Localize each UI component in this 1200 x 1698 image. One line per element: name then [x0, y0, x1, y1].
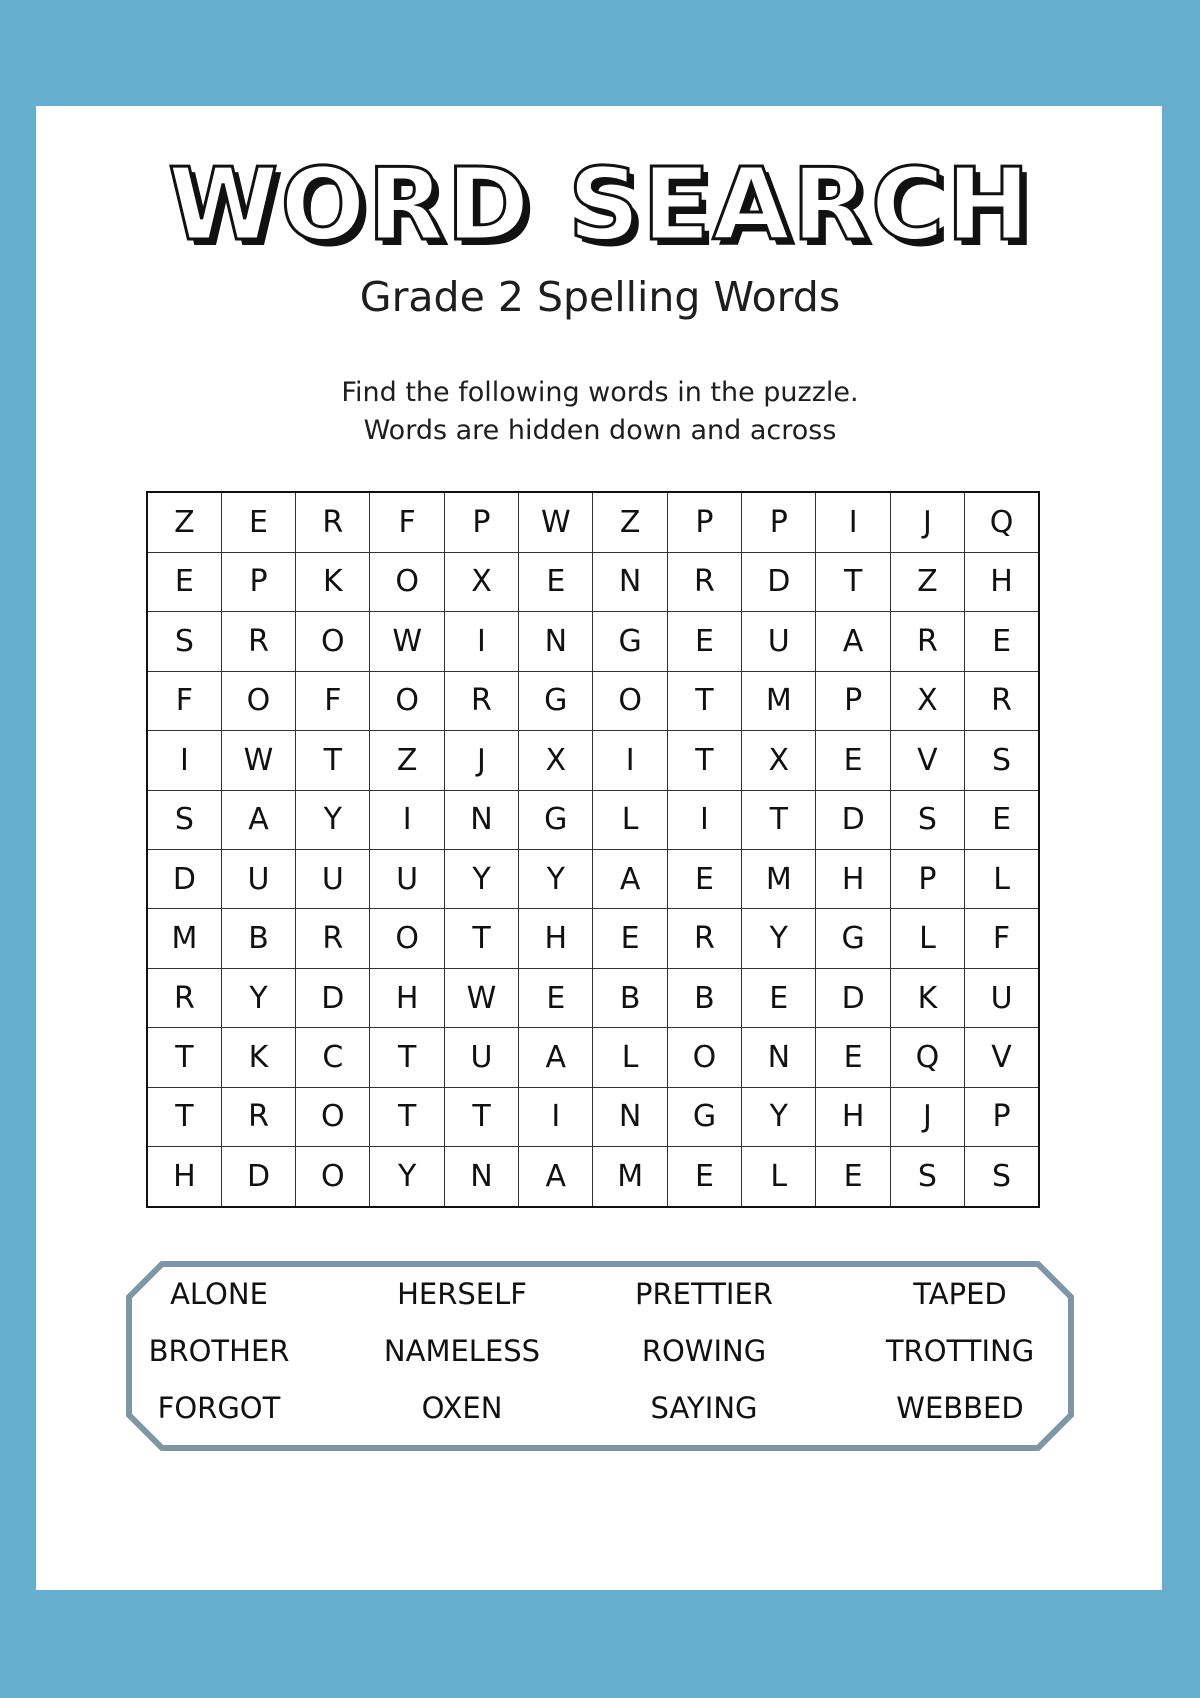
grid-cell[interactable]: K	[890, 968, 964, 1027]
grid-cell[interactable]: T	[147, 1087, 221, 1146]
grid-cell[interactable]: O	[296, 1087, 370, 1146]
grid-cell[interactable]: U	[296, 849, 370, 908]
grid-cell[interactable]: S	[890, 1147, 964, 1207]
grid-cell[interactable]: B	[221, 909, 295, 968]
grid-cell[interactable]: E	[816, 1028, 890, 1087]
grid-cell[interactable]: R	[890, 612, 964, 671]
grid-cell[interactable]: N	[519, 612, 593, 671]
grid-cell[interactable]: V	[890, 731, 964, 790]
grid-cell[interactable]: R	[965, 671, 1039, 730]
grid-cell[interactable]: S	[965, 1147, 1039, 1207]
grid-cell[interactable]: S	[965, 731, 1039, 790]
grid-cell[interactable]: Y	[444, 849, 518, 908]
grid-cell[interactable]: R	[147, 968, 221, 1027]
grid-cell[interactable]: Q	[890, 1028, 964, 1087]
grid-cell[interactable]: E	[965, 612, 1039, 671]
grid-cell[interactable]: A	[519, 1028, 593, 1087]
grid-cell[interactable]: B	[667, 968, 741, 1027]
grid-cell[interactable]: I	[370, 790, 444, 849]
grid-row	[147, 552, 1039, 611]
word-bank-item: TAPED	[913, 1277, 1007, 1311]
grid-cell[interactable]: F	[147, 671, 221, 730]
grid-cell[interactable]: X	[890, 671, 964, 730]
grid-cell[interactable]: W	[370, 612, 444, 671]
word-bank-item: PRETTIER	[635, 1277, 773, 1311]
grid-cell[interactable]: R	[296, 492, 370, 552]
grid-cell[interactable]: H	[147, 1147, 221, 1207]
grid-cell[interactable]: E	[667, 849, 741, 908]
grid-cell[interactable]: W	[221, 731, 295, 790]
grid-cell[interactable]: I	[593, 731, 667, 790]
grid-cell[interactable]: M	[147, 909, 221, 968]
word-bank-item: ALONE	[170, 1277, 268, 1311]
grid-cell[interactable]: E	[221, 492, 295, 552]
grid-cell[interactable]: F	[965, 909, 1039, 968]
grid-cell[interactable]: I	[519, 1087, 593, 1146]
grid-cell[interactable]: F	[296, 671, 370, 730]
grid-cell[interactable]: O	[296, 1147, 370, 1207]
grid-row	[147, 790, 1039, 849]
grid-cell[interactable]: A	[221, 790, 295, 849]
grid-cell[interactable]: I	[816, 492, 890, 552]
grid-cell[interactable]: C	[296, 1028, 370, 1087]
grid-cell[interactable]: Z	[370, 731, 444, 790]
grid-row	[147, 731, 1039, 790]
grid-cell[interactable]: T	[667, 731, 741, 790]
grid-row	[147, 492, 1039, 552]
word-bank-item: OXEN	[421, 1391, 503, 1425]
grid-cell[interactable]: R	[667, 909, 741, 968]
grid-cell[interactable]: T	[370, 1087, 444, 1146]
grid-cell[interactable]: E	[519, 968, 593, 1027]
grid-cell[interactable]: X	[519, 731, 593, 790]
grid-cell[interactable]: O	[370, 552, 444, 611]
grid-cell[interactable]: G	[667, 1087, 741, 1146]
grid-row	[147, 968, 1039, 1027]
word-bank-item: HERSELF	[397, 1277, 527, 1311]
instructions-line-1: Find the following words in the puzzle.	[341, 377, 859, 408]
grid-cell[interactable]: I	[444, 612, 518, 671]
grid-cell[interactable]: P	[890, 849, 964, 908]
grid-cell[interactable]: A	[519, 1147, 593, 1207]
grid-cell[interactable]: E	[816, 1147, 890, 1207]
grid-cell[interactable]: D	[816, 968, 890, 1027]
grid-cell[interactable]: T	[667, 671, 741, 730]
grid-cell[interactable]: Z	[147, 492, 221, 552]
grid-cell[interactable]: S	[890, 790, 964, 849]
grid-cell[interactable]: S	[147, 612, 221, 671]
grid-cell[interactable]: L	[890, 909, 964, 968]
word-bank	[126, 1261, 1074, 1451]
grid-cell[interactable]: T	[370, 1028, 444, 1087]
grid-cell[interactable]: K	[221, 1028, 295, 1087]
word-bank-item: SAYING	[650, 1391, 758, 1425]
page-subtitle: Grade 2 Spelling Words	[359, 273, 841, 321]
word-bank-item: ROWING	[641, 1334, 767, 1368]
grid-cell[interactable]: I	[147, 731, 221, 790]
grid-cell[interactable]: O	[593, 671, 667, 730]
grid-cell[interactable]: U	[370, 849, 444, 908]
grid-cell[interactable]: T	[444, 1087, 518, 1146]
grid-cell[interactable]: G	[816, 909, 890, 968]
grid-cell[interactable]: E	[667, 612, 741, 671]
grid-cell[interactable]: Y	[296, 790, 370, 849]
grid-cell[interactable]: H	[370, 968, 444, 1027]
grid-cell[interactable]: R	[667, 552, 741, 611]
grid-cell[interactable]: U	[221, 849, 295, 908]
word-bank-item: NAMELESS	[383, 1334, 541, 1368]
word-bank-item: BROTHER	[148, 1334, 290, 1368]
grid-cell[interactable]: P	[221, 552, 295, 611]
grid-cell[interactable]: X	[742, 731, 816, 790]
grid-cell[interactable]: G	[519, 671, 593, 730]
instructions	[0, 374, 1200, 450]
grid-row	[147, 1087, 1039, 1146]
grid-cell[interactable]: F	[370, 492, 444, 552]
grid-cell[interactable]: K	[296, 552, 370, 611]
grid-cell[interactable]: W	[519, 492, 593, 552]
grid-cell[interactable]: Z	[890, 552, 964, 611]
grid-cell[interactable]: N	[444, 790, 518, 849]
grid-cell[interactable]: R	[444, 671, 518, 730]
grid-cell[interactable]: G	[519, 790, 593, 849]
grid-cell[interactable]: N	[593, 552, 667, 611]
grid-cell[interactable]: Y	[742, 909, 816, 968]
grid-cell[interactable]: Z	[593, 492, 667, 552]
letter-grid	[146, 491, 1040, 1208]
grid-cell[interactable]: X	[444, 552, 518, 611]
grid-cell[interactable]: L	[965, 849, 1039, 908]
page-title: WORD SEARCH	[168, 146, 1032, 263]
grid-cell[interactable]: T	[444, 909, 518, 968]
grid-cell[interactable]: R	[221, 1087, 295, 1146]
grid-cell[interactable]: O	[221, 671, 295, 730]
word-bank-item: WEBBED	[896, 1391, 1024, 1425]
grid-cell[interactable]: E	[816, 731, 890, 790]
grid-row	[147, 1028, 1039, 1087]
grid-cell[interactable]: I	[667, 790, 741, 849]
grid-cell[interactable]: S	[147, 790, 221, 849]
grid-cell[interactable]: J	[890, 492, 964, 552]
grid-cell[interactable]: Y	[742, 1087, 816, 1146]
grid-cell[interactable]: U	[444, 1028, 518, 1087]
grid-cell[interactable]: E	[593, 909, 667, 968]
grid-row	[147, 1147, 1039, 1207]
grid-cell[interactable]: P	[816, 671, 890, 730]
grid-cell[interactable]: E	[667, 1147, 741, 1207]
grid-cell[interactable]: W	[444, 968, 518, 1027]
grid-cell[interactable]: J	[444, 731, 518, 790]
grid-cell[interactable]: D	[296, 968, 370, 1027]
grid-row	[147, 671, 1039, 730]
grid-cell[interactable]: H	[965, 552, 1039, 611]
word-bank-item: TROTTING	[885, 1334, 1035, 1368]
grid-cell[interactable]: M	[742, 849, 816, 908]
grid-cell[interactable]: Y	[221, 968, 295, 1027]
grid-cell[interactable]: O	[296, 612, 370, 671]
grid-row	[147, 909, 1039, 968]
grid-cell[interactable]: U	[742, 612, 816, 671]
grid-cell[interactable]: D	[816, 790, 890, 849]
grid-cell[interactable]: P	[742, 492, 816, 552]
grid-cell[interactable]: D	[742, 552, 816, 611]
grid-cell[interactable]: E	[965, 790, 1039, 849]
grid-cell[interactable]: H	[816, 1087, 890, 1146]
grid-cell[interactable]: O	[370, 671, 444, 730]
grid-cell[interactable]: L	[593, 1028, 667, 1087]
grid-cell[interactable]: O	[370, 909, 444, 968]
grid-cell[interactable]: H	[816, 849, 890, 908]
grid-cell[interactable]: D	[221, 1147, 295, 1207]
grid-cell[interactable]: G	[593, 612, 667, 671]
grid-cell[interactable]: N	[444, 1147, 518, 1207]
grid-cell[interactable]: T	[296, 731, 370, 790]
instructions-line-2: Words are hidden down and across	[363, 415, 837, 446]
grid-cell[interactable]: P	[667, 492, 741, 552]
grid-cell[interactable]: M	[742, 671, 816, 730]
grid-cell[interactable]: Q	[965, 492, 1039, 552]
grid-cell[interactable]: T	[816, 552, 890, 611]
grid-cell[interactable]: U	[965, 968, 1039, 1027]
grid-cell[interactable]: P	[965, 1087, 1039, 1146]
grid-cell[interactable]: M	[593, 1147, 667, 1207]
grid-cell[interactable]: R	[221, 612, 295, 671]
grid-cell[interactable]: A	[816, 612, 890, 671]
grid-cell[interactable]: J	[890, 1087, 964, 1146]
grid-cell[interactable]: H	[519, 909, 593, 968]
grid-cell[interactable]: E	[742, 968, 816, 1027]
grid-cell[interactable]: E	[147, 552, 221, 611]
grid-cell[interactable]: R	[296, 909, 370, 968]
grid-cell[interactable]: Y	[370, 1147, 444, 1207]
grid-cell[interactable]: L	[593, 790, 667, 849]
grid-cell[interactable]: Y	[519, 849, 593, 908]
grid-row	[147, 849, 1039, 908]
grid-cell[interactable]: T	[147, 1028, 221, 1087]
grid-cell[interactable]: N	[593, 1087, 667, 1146]
grid-cell[interactable]: B	[593, 968, 667, 1027]
grid-cell[interactable]: O	[667, 1028, 741, 1087]
grid-cell[interactable]: P	[444, 492, 518, 552]
grid-cell[interactable]: D	[147, 849, 221, 908]
grid-cell[interactable]: A	[593, 849, 667, 908]
grid-cell[interactable]: N	[742, 1028, 816, 1087]
grid-cell[interactable]: T	[742, 790, 816, 849]
grid-cell[interactable]: V	[965, 1028, 1039, 1087]
grid-cell[interactable]: L	[742, 1147, 816, 1207]
grid-cell[interactable]: E	[519, 552, 593, 611]
grid-row	[147, 612, 1039, 671]
word-bank-item: FORGOT	[157, 1391, 281, 1425]
